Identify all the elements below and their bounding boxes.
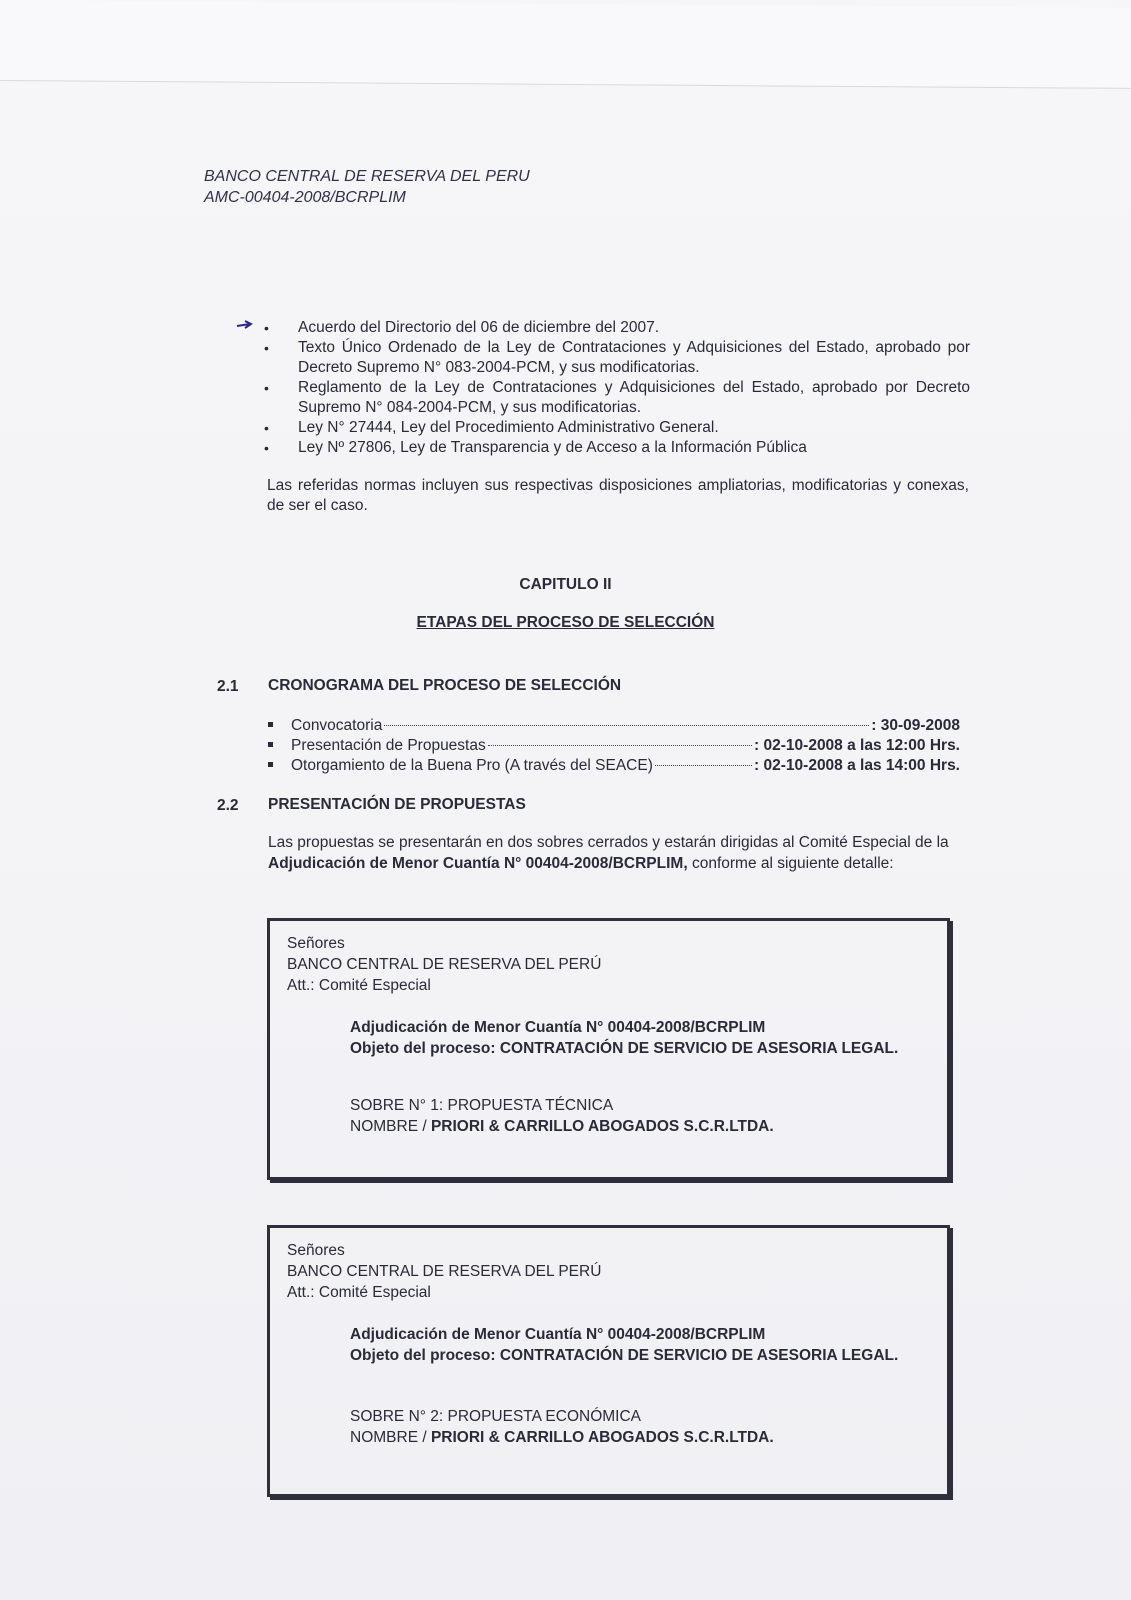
envelope-sobre [350, 1406, 774, 1448]
dot-leader [655, 765, 752, 766]
dot-leader [488, 745, 752, 746]
page-top-edge [0, 0, 1131, 89]
envelope-bidder-name: PRIORI & CARRILLO ABOGADOS S.C.R.LTDA. [430, 1429, 774, 1446]
envelope-label-economic [267, 1225, 950, 1497]
envelope-bidder [350, 1427, 774, 1448]
envelope-name-label: NOMBRE / [350, 1429, 431, 1446]
envelope-sobre-title: SOBRE N° 2: PROPUESTA ECONÓMICA [350, 1408, 641, 1425]
envelope-addressee [287, 933, 601, 996]
reference-item: • Texto Único Ordenado de la Ley de Contrataciones y Adquisiciones del Estado, aprobado por Decreto Supremo N° 083-2004-PCM, y sus modificatorias. [262, 338, 970, 378]
proposal-paragraph [268, 832, 972, 874]
envelope-process-object: Objeto del proceso: CONTRATACIÓN DE SERVICIO DE ASESORIA LEGAL. [350, 1040, 899, 1057]
proposal-text-start: Las propuestas se presentarán en dos sobres cerrados y estarán dirigidas al Comité Especial de la [268, 834, 949, 851]
envelope-label-technical [267, 918, 950, 1180]
schedule-date: : 02-10-2008 a las 12:00 Hrs. [754, 737, 960, 754]
proposal-text-end: conforme al siguiente detalle: [687, 855, 894, 872]
section-2-2-title: PRESENTACIÓN DE PROPUESTAS [268, 796, 526, 813]
schedule-row [268, 716, 960, 736]
envelope-attention: Att.: Comité Especial [287, 977, 431, 994]
envelope-bank: BANCO CENTRAL DE RESERVA DEL PERÚ [287, 1263, 602, 1280]
dot-leader [384, 725, 869, 726]
envelope-process [350, 1324, 898, 1366]
envelope-name-label: NOMBRE / [350, 1118, 431, 1135]
square-bullet-icon [268, 722, 273, 727]
envelope-bidder-name: PRIORI & CARRILLO ABOGADOS S.C.R.LTDA. [430, 1118, 774, 1135]
handwritten-arrow-icon [236, 320, 258, 330]
envelope-sobre-title: SOBRE N° 1: PROPUESTA TÉCNICA [350, 1097, 614, 1114]
envelope-process-object: Objeto del proceso: CONTRATACIÓN DE SERVICIO DE ASESORIA LEGAL. [350, 1347, 899, 1364]
schedule-label: Presentación de Propuestas [291, 737, 486, 754]
square-bullet-icon [268, 742, 273, 747]
envelope-bidder [350, 1116, 774, 1137]
envelope-process [350, 1017, 898, 1059]
chapter-title: ETAPAS DEL PROCESO DE SELECCIÓN [416, 614, 715, 631]
header-reference-code: AMC-00404-2008/BCRPLIM [204, 189, 406, 206]
reference-item: • Acuerdo del Directorio del 06 de diciembre del 2007. [262, 318, 970, 338]
envelope-process-ref: Adjudicación de Menor Cuantía N° 00404-2008/BCRPLIM [350, 1019, 766, 1036]
schedule-row [268, 736, 960, 756]
square-bullet-icon [268, 762, 273, 767]
legal-references-list [262, 318, 970, 458]
envelope-attention: Att.: Comité Especial [287, 1284, 431, 1301]
envelope-salutation: Señores [287, 935, 345, 952]
header-institution: BANCO CENTRAL DE RESERVA DEL PERU [204, 168, 530, 185]
proposal-process-ref: Adjudicación de Menor Cuantía N° 00404-2008/BCRPLIM, [268, 855, 688, 872]
envelope-addressee [287, 1240, 601, 1303]
schedule-date: : 30-09-2008 [871, 717, 960, 734]
schedule-label: Convocatoria [291, 717, 383, 734]
schedule-label: Otorgamiento de la Buena Pro (A través del SEACE) [291, 757, 653, 774]
chapter-number: CAPITULO II [519, 576, 612, 593]
envelope-process-ref: Adjudicación de Menor Cuantía N° 00404-2008/BCRPLIM [350, 1326, 766, 1343]
document-header [204, 166, 530, 208]
schedule-list [268, 716, 960, 776]
envelope-bank: BANCO CENTRAL DE RESERVA DEL PERÚ [287, 956, 602, 973]
section-2-1-title: CRONOGRAMA DEL PROCESO DE SELECCIÓN [268, 677, 622, 694]
section-2-2-number: 2.2 [217, 797, 239, 814]
reference-item: • Reglamento de la Ley de Contrataciones y Adquisiciones del Estado, aprobado por Decreto Supremo N° 084-2004-PCM, y sus modificatorias. [262, 378, 970, 418]
section-2-1-number: 2.1 [217, 678, 239, 695]
reference-item: • Ley Nº 27806, Ley de Transparencia y de Acceso a la Información Pública [262, 438, 970, 458]
envelope-sobre [350, 1095, 774, 1137]
schedule-row [268, 756, 960, 776]
envelope-salutation: Señores [287, 1242, 345, 1259]
norms-paragraph: Las referidas normas incluyen sus respectivas disposiciones ampliatorias, modificatorias y conexas, de ser el caso. [267, 477, 969, 514]
reference-item: • Ley N° 27444, Ley del Procedimiento Administrativo General. [262, 418, 970, 438]
schedule-date: : 02-10-2008 a las 14:00 Hrs. [754, 757, 960, 774]
